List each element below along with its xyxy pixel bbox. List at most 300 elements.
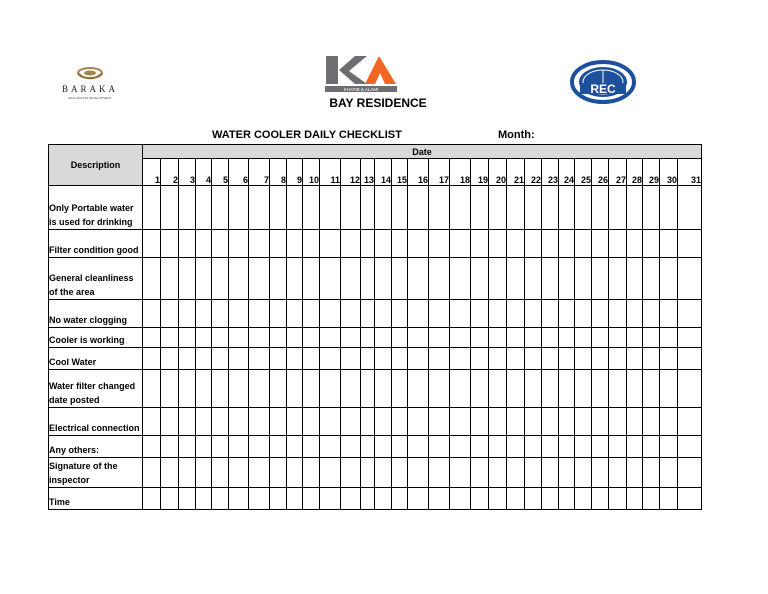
check-cell[interactable] [287, 436, 303, 458]
check-cell[interactable] [609, 436, 627, 458]
check-cell[interactable] [429, 408, 450, 436]
check-cell[interactable] [143, 348, 161, 370]
check-cell[interactable] [196, 370, 212, 408]
check-cell[interactable] [408, 328, 429, 348]
check-cell[interactable] [408, 436, 429, 458]
check-cell[interactable] [408, 300, 429, 328]
check-cell[interactable] [627, 230, 643, 258]
check-cell[interactable] [525, 436, 542, 458]
check-cell[interactable] [678, 348, 702, 370]
check-cell[interactable] [559, 436, 575, 458]
check-cell[interactable] [320, 370, 341, 408]
check-cell[interactable] [143, 230, 161, 258]
check-cell[interactable] [196, 488, 212, 510]
check-cell[interactable] [320, 328, 341, 348]
check-cell[interactable] [179, 328, 196, 348]
check-cell[interactable] [270, 488, 287, 510]
check-cell[interactable] [179, 300, 196, 328]
check-cell[interactable] [627, 488, 643, 510]
check-cell[interactable] [471, 300, 489, 328]
check-cell[interactable] [471, 328, 489, 348]
check-cell[interactable] [196, 230, 212, 258]
check-cell[interactable] [643, 488, 660, 510]
check-cell[interactable] [179, 408, 196, 436]
check-cell[interactable] [320, 408, 341, 436]
check-cell[interactable] [161, 436, 179, 458]
check-cell[interactable] [212, 348, 229, 370]
check-cell[interactable] [303, 258, 320, 300]
check-cell[interactable] [627, 328, 643, 348]
check-cell[interactable] [361, 370, 375, 408]
check-cell[interactable] [489, 488, 507, 510]
check-cell[interactable] [287, 488, 303, 510]
check-cell[interactable] [161, 258, 179, 300]
check-cell[interactable] [643, 258, 660, 300]
check-cell[interactable] [559, 458, 575, 488]
check-cell[interactable] [450, 458, 471, 488]
check-cell[interactable] [375, 348, 392, 370]
check-cell[interactable] [489, 348, 507, 370]
check-cell[interactable] [143, 300, 161, 328]
check-cell[interactable] [489, 258, 507, 300]
check-cell[interactable] [196, 458, 212, 488]
check-cell[interactable] [249, 488, 270, 510]
check-cell[interactable] [643, 370, 660, 408]
check-cell[interactable] [303, 408, 320, 436]
check-cell[interactable] [143, 458, 161, 488]
check-cell[interactable] [303, 348, 320, 370]
check-cell[interactable] [609, 348, 627, 370]
check-cell[interactable] [303, 488, 320, 510]
check-cell[interactable] [489, 370, 507, 408]
check-cell[interactable] [609, 230, 627, 258]
check-cell[interactable] [249, 408, 270, 436]
check-cell[interactable] [660, 230, 678, 258]
check-cell[interactable] [542, 348, 559, 370]
check-cell[interactable] [575, 230, 592, 258]
check-cell[interactable] [609, 328, 627, 348]
check-cell[interactable] [429, 458, 450, 488]
check-cell[interactable] [212, 328, 229, 348]
check-cell[interactable] [525, 488, 542, 510]
check-cell[interactable] [179, 458, 196, 488]
check-cell[interactable] [212, 408, 229, 436]
check-cell[interactable] [471, 230, 489, 258]
check-cell[interactable] [575, 458, 592, 488]
check-cell[interactable] [161, 408, 179, 436]
check-cell[interactable] [408, 408, 429, 436]
check-cell[interactable] [489, 328, 507, 348]
check-cell[interactable] [408, 348, 429, 370]
check-cell[interactable] [525, 300, 542, 328]
check-cell[interactable] [196, 300, 212, 328]
check-cell[interactable] [450, 436, 471, 458]
check-cell[interactable] [161, 186, 179, 230]
check-cell[interactable] [609, 458, 627, 488]
check-cell[interactable] [559, 230, 575, 258]
check-cell[interactable] [643, 458, 660, 488]
check-cell[interactable] [341, 458, 361, 488]
check-cell[interactable] [341, 348, 361, 370]
check-cell[interactable] [179, 230, 196, 258]
check-cell[interactable] [270, 258, 287, 300]
check-cell[interactable] [270, 436, 287, 458]
check-cell[interactable] [375, 230, 392, 258]
check-cell[interactable] [507, 370, 525, 408]
check-cell[interactable] [161, 230, 179, 258]
check-cell[interactable] [179, 436, 196, 458]
check-cell[interactable] [660, 348, 678, 370]
check-cell[interactable] [361, 230, 375, 258]
check-cell[interactable] [429, 258, 450, 300]
check-cell[interactable] [660, 458, 678, 488]
check-cell[interactable] [627, 348, 643, 370]
check-cell[interactable] [143, 488, 161, 510]
check-cell[interactable] [287, 230, 303, 258]
check-cell[interactable] [678, 458, 702, 488]
check-cell[interactable] [660, 186, 678, 230]
check-cell[interactable] [643, 230, 660, 258]
check-cell[interactable] [229, 370, 249, 408]
check-cell[interactable] [525, 186, 542, 230]
check-cell[interactable] [287, 258, 303, 300]
check-cell[interactable] [392, 436, 408, 458]
check-cell[interactable] [196, 408, 212, 436]
check-cell[interactable] [143, 258, 161, 300]
check-cell[interactable] [559, 300, 575, 328]
check-cell[interactable] [341, 258, 361, 300]
check-cell[interactable] [429, 436, 450, 458]
check-cell[interactable] [471, 370, 489, 408]
check-cell[interactable] [429, 186, 450, 230]
check-cell[interactable] [270, 300, 287, 328]
check-cell[interactable] [341, 186, 361, 230]
check-cell[interactable] [592, 258, 609, 300]
check-cell[interactable] [392, 488, 408, 510]
check-cell[interactable] [196, 328, 212, 348]
check-cell[interactable] [575, 408, 592, 436]
check-cell[interactable] [212, 230, 229, 258]
check-cell[interactable] [627, 458, 643, 488]
check-cell[interactable] [229, 348, 249, 370]
check-cell[interactable] [471, 186, 489, 230]
check-cell[interactable] [361, 348, 375, 370]
check-cell[interactable] [429, 348, 450, 370]
check-cell[interactable] [559, 186, 575, 230]
check-cell[interactable] [471, 436, 489, 458]
check-cell[interactable] [392, 186, 408, 230]
check-cell[interactable] [678, 300, 702, 328]
check-cell[interactable] [287, 348, 303, 370]
check-cell[interactable] [320, 230, 341, 258]
check-cell[interactable] [471, 408, 489, 436]
check-cell[interactable] [643, 300, 660, 328]
check-cell[interactable] [678, 186, 702, 230]
check-cell[interactable] [507, 488, 525, 510]
check-cell[interactable] [392, 458, 408, 488]
check-cell[interactable] [507, 408, 525, 436]
check-cell[interactable] [525, 328, 542, 348]
check-cell[interactable] [161, 300, 179, 328]
check-cell[interactable] [525, 348, 542, 370]
check-cell[interactable] [392, 370, 408, 408]
check-cell[interactable] [575, 186, 592, 230]
check-cell[interactable] [542, 258, 559, 300]
check-cell[interactable] [643, 348, 660, 370]
check-cell[interactable] [450, 258, 471, 300]
check-cell[interactable] [361, 408, 375, 436]
check-cell[interactable] [229, 300, 249, 328]
check-cell[interactable] [507, 348, 525, 370]
check-cell[interactable] [287, 370, 303, 408]
check-cell[interactable] [575, 436, 592, 458]
check-cell[interactable] [229, 408, 249, 436]
check-cell[interactable] [627, 258, 643, 300]
check-cell[interactable] [392, 348, 408, 370]
check-cell[interactable] [559, 488, 575, 510]
check-cell[interactable] [361, 258, 375, 300]
check-cell[interactable] [575, 328, 592, 348]
check-cell[interactable] [320, 258, 341, 300]
check-cell[interactable] [179, 370, 196, 408]
check-cell[interactable] [249, 458, 270, 488]
check-cell[interactable] [592, 408, 609, 436]
check-cell[interactable] [592, 436, 609, 458]
check-cell[interactable] [592, 370, 609, 408]
check-cell[interactable] [575, 348, 592, 370]
check-cell[interactable] [678, 370, 702, 408]
check-cell[interactable] [592, 186, 609, 230]
check-cell[interactable] [212, 186, 229, 230]
check-cell[interactable] [229, 186, 249, 230]
check-cell[interactable] [542, 370, 559, 408]
check-cell[interactable] [429, 300, 450, 328]
check-cell[interactable] [627, 186, 643, 230]
check-cell[interactable] [361, 436, 375, 458]
check-cell[interactable] [678, 328, 702, 348]
check-cell[interactable] [161, 458, 179, 488]
check-cell[interactable] [450, 370, 471, 408]
check-cell[interactable] [179, 186, 196, 230]
check-cell[interactable] [678, 436, 702, 458]
check-cell[interactable] [196, 258, 212, 300]
check-cell[interactable] [303, 458, 320, 488]
check-cell[interactable] [450, 230, 471, 258]
check-cell[interactable] [320, 348, 341, 370]
check-cell[interactable] [450, 300, 471, 328]
check-cell[interactable] [143, 408, 161, 436]
check-cell[interactable] [179, 258, 196, 300]
check-cell[interactable] [609, 488, 627, 510]
check-cell[interactable] [678, 488, 702, 510]
check-cell[interactable] [341, 230, 361, 258]
check-cell[interactable] [249, 300, 270, 328]
check-cell[interactable] [361, 458, 375, 488]
check-cell[interactable] [361, 328, 375, 348]
check-cell[interactable] [507, 230, 525, 258]
check-cell[interactable] [212, 258, 229, 300]
check-cell[interactable] [143, 186, 161, 230]
check-cell[interactable] [392, 300, 408, 328]
check-cell[interactable] [542, 408, 559, 436]
check-cell[interactable] [375, 300, 392, 328]
check-cell[interactable] [320, 186, 341, 230]
check-cell[interactable] [375, 328, 392, 348]
check-cell[interactable] [249, 436, 270, 458]
check-cell[interactable] [471, 458, 489, 488]
check-cell[interactable] [229, 258, 249, 300]
check-cell[interactable] [660, 328, 678, 348]
check-cell[interactable] [375, 408, 392, 436]
check-cell[interactable] [489, 408, 507, 436]
check-cell[interactable] [559, 408, 575, 436]
check-cell[interactable] [270, 328, 287, 348]
check-cell[interactable] [678, 230, 702, 258]
check-cell[interactable] [575, 300, 592, 328]
check-cell[interactable] [341, 488, 361, 510]
check-cell[interactable] [450, 328, 471, 348]
check-cell[interactable] [341, 436, 361, 458]
check-cell[interactable] [392, 328, 408, 348]
check-cell[interactable] [643, 408, 660, 436]
check-cell[interactable] [341, 408, 361, 436]
check-cell[interactable] [489, 186, 507, 230]
check-cell[interactable] [303, 370, 320, 408]
check-cell[interactable] [196, 348, 212, 370]
check-cell[interactable] [450, 408, 471, 436]
check-cell[interactable] [471, 348, 489, 370]
check-cell[interactable] [609, 300, 627, 328]
check-cell[interactable] [592, 488, 609, 510]
check-cell[interactable] [678, 258, 702, 300]
check-cell[interactable] [660, 258, 678, 300]
check-cell[interactable] [303, 328, 320, 348]
check-cell[interactable] [660, 436, 678, 458]
check-cell[interactable] [375, 258, 392, 300]
check-cell[interactable] [609, 408, 627, 436]
check-cell[interactable] [229, 230, 249, 258]
check-cell[interactable] [660, 370, 678, 408]
check-cell[interactable] [392, 408, 408, 436]
check-cell[interactable] [525, 458, 542, 488]
check-cell[interactable] [575, 488, 592, 510]
check-cell[interactable] [542, 328, 559, 348]
check-cell[interactable] [542, 458, 559, 488]
check-cell[interactable] [341, 328, 361, 348]
check-cell[interactable] [143, 328, 161, 348]
check-cell[interactable] [660, 300, 678, 328]
check-cell[interactable] [592, 230, 609, 258]
check-cell[interactable] [471, 488, 489, 510]
check-cell[interactable] [643, 328, 660, 348]
check-cell[interactable] [507, 258, 525, 300]
check-cell[interactable] [270, 230, 287, 258]
check-cell[interactable] [660, 408, 678, 436]
check-cell[interactable] [592, 300, 609, 328]
check-cell[interactable] [609, 186, 627, 230]
check-cell[interactable] [143, 370, 161, 408]
check-cell[interactable] [429, 370, 450, 408]
check-cell[interactable] [303, 230, 320, 258]
check-cell[interactable] [212, 458, 229, 488]
check-cell[interactable] [212, 300, 229, 328]
check-cell[interactable] [559, 348, 575, 370]
check-cell[interactable] [627, 370, 643, 408]
check-cell[interactable] [270, 458, 287, 488]
check-cell[interactable] [525, 370, 542, 408]
check-cell[interactable] [429, 488, 450, 510]
check-cell[interactable] [270, 186, 287, 230]
check-cell[interactable] [320, 436, 341, 458]
check-cell[interactable] [161, 488, 179, 510]
check-cell[interactable] [375, 436, 392, 458]
check-cell[interactable] [450, 186, 471, 230]
check-cell[interactable] [287, 458, 303, 488]
check-cell[interactable] [212, 436, 229, 458]
check-cell[interactable] [179, 488, 196, 510]
check-cell[interactable] [287, 300, 303, 328]
check-cell[interactable] [375, 488, 392, 510]
check-cell[interactable] [507, 186, 525, 230]
check-cell[interactable] [212, 370, 229, 408]
check-cell[interactable] [392, 230, 408, 258]
check-cell[interactable] [249, 186, 270, 230]
check-cell[interactable] [627, 408, 643, 436]
check-cell[interactable] [361, 300, 375, 328]
check-cell[interactable] [341, 370, 361, 408]
check-cell[interactable] [196, 436, 212, 458]
check-cell[interactable] [249, 370, 270, 408]
check-cell[interactable] [375, 458, 392, 488]
check-cell[interactable] [542, 186, 559, 230]
check-cell[interactable] [161, 328, 179, 348]
check-cell[interactable] [507, 436, 525, 458]
check-cell[interactable] [341, 300, 361, 328]
check-cell[interactable] [471, 258, 489, 300]
check-cell[interactable] [592, 348, 609, 370]
check-cell[interactable] [361, 186, 375, 230]
check-cell[interactable] [320, 300, 341, 328]
check-cell[interactable] [559, 258, 575, 300]
check-cell[interactable] [229, 458, 249, 488]
check-cell[interactable] [361, 488, 375, 510]
check-cell[interactable] [609, 370, 627, 408]
check-cell[interactable] [592, 328, 609, 348]
check-cell[interactable] [643, 436, 660, 458]
check-cell[interactable] [408, 230, 429, 258]
check-cell[interactable] [212, 488, 229, 510]
check-cell[interactable] [489, 230, 507, 258]
check-cell[interactable] [303, 186, 320, 230]
check-cell[interactable] [375, 370, 392, 408]
check-cell[interactable] [542, 488, 559, 510]
check-cell[interactable] [287, 186, 303, 230]
check-cell[interactable] [196, 186, 212, 230]
check-cell[interactable] [450, 348, 471, 370]
check-cell[interactable] [507, 328, 525, 348]
check-cell[interactable] [408, 458, 429, 488]
check-cell[interactable] [525, 230, 542, 258]
check-cell[interactable] [609, 258, 627, 300]
check-cell[interactable] [489, 458, 507, 488]
check-cell[interactable] [525, 258, 542, 300]
check-cell[interactable] [507, 458, 525, 488]
check-cell[interactable] [627, 436, 643, 458]
check-cell[interactable] [270, 348, 287, 370]
check-cell[interactable] [143, 436, 161, 458]
check-cell[interactable] [287, 328, 303, 348]
check-cell[interactable] [592, 458, 609, 488]
